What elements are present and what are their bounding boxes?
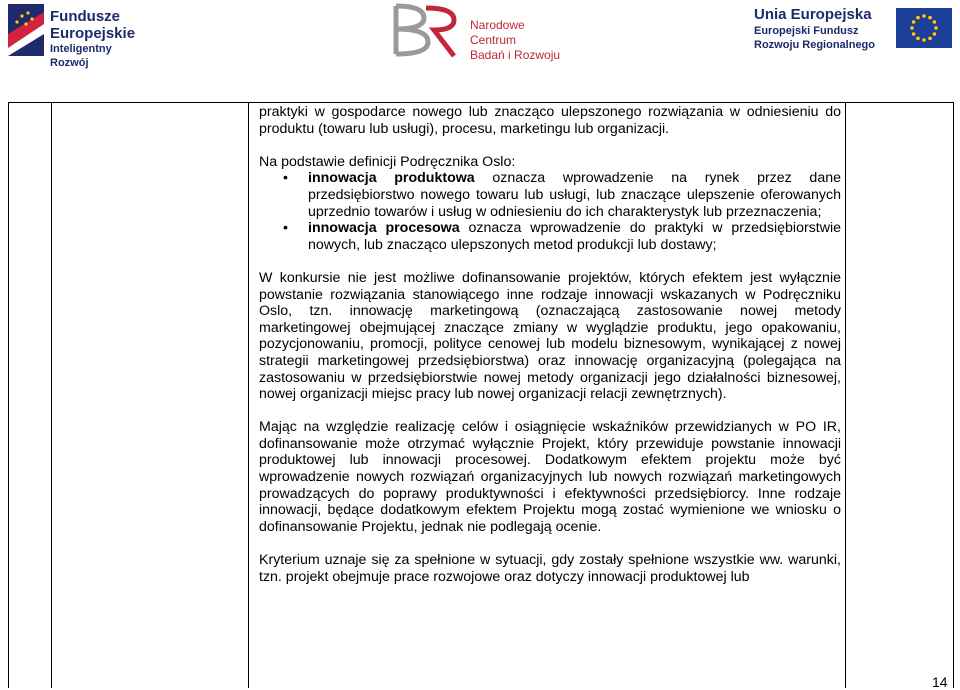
bullet-term: innowacja procesowa: [308, 220, 460, 237]
fe-logo-line3: Inteligentny Rozwój: [50, 43, 112, 69]
fe-logo-line1: Fundusze: [50, 8, 120, 25]
ncbr-logo: [390, 2, 570, 62]
table-column-divider-2: [248, 102, 249, 688]
ue-logo-text: [754, 6, 875, 52]
fe-logo-line2: Europejskie: [50, 25, 136, 42]
paragraph-eligibility: Mając na względzie realizację celów i osiągnięcie wskaźników przewidzianych w PO IR, dofinansowanie może otrzymać wyłącznie Projekt, który przewiduje powstanie innowacji produktowej lub innowacji procesowej. Dodatkowym efektem projektu może być wprowadzenie nowych rozwiązań organizacyjnych lub nowych rozwiązań marketingowych prowadzących do poprawy produktywności i efektywności przedsiębiorcy. Inne rodzaje innowacji, będące dodatkowym efektem Projektu mogą zostać wymienione we wniosku o dofinansowanie Projektu, jednak nie podlegają ocenie.: [259, 419, 841, 535]
ncbr-logo-line1: Narodowe Centrum: [470, 18, 525, 47]
ue-logo-line2: Europejski Fundusz: [754, 25, 859, 37]
bullet-product-innovation: [259, 170, 841, 220]
bullet-icon: •: [283, 220, 288, 237]
table-top-border: [8, 102, 954, 103]
fe-logo-text: [50, 8, 148, 70]
paragraph-criterion-met: Kryterium uznaje się za spełnione w sytuacji, gdy zostały spełnione wszystkie ww. warunki, tzn. projekt obejmuje prace rozwojowe oraz dotyczy innowacji produktowej lub: [259, 552, 841, 585]
ue-logo-line1: Unia Europejska: [754, 6, 872, 23]
bullet-text: oznacza wprowadzenie do praktyki w przedsiębiorstwie nowych, lub znacząco ulepszonych metod produkcji lub dostawy;: [308, 220, 842, 253]
ncbr-mark-icon: [390, 2, 460, 60]
table-border-left: [8, 102, 9, 688]
ncbr-logo-line2: Badań i Rozwoju: [470, 48, 561, 62]
page-header: [0, 0, 960, 69]
bullet-text: oznacza wprowadzenie na rynek przez dane przedsiębiorstwo nowego towaru lub usługi, lub znaczące ulepszenie oferowanych uprzednio towarów i usług w odniesieniu do ich charakterystyk lub przeznaczenia;: [308, 170, 841, 220]
eu-flag-icon: [896, 8, 952, 48]
fundusze-europejskie-logo: [8, 4, 148, 69]
ncbr-logo-text: [470, 18, 570, 63]
paragraph-intro: praktyki w gospodarce nowego lub znacząco ulepszonego rozwiązania w odniesieniu do produktu (towaru lub usługi), procesu, marketingu lub organizacji.: [259, 104, 841, 137]
paragraph-excluded-innovations: W konkursie nie jest możliwe dofinansowanie projektów, których efektem jest wyłącznie powstanie rozwiązania stanowiącego inne rodzaje innowacji wskazanych w Podręczniku Oslo, tzn. innowację marketingową (oznaczającą zastosowanie nowej metody marketingowej obejmującej znaczące zmiany w wyglądzie produktu, jego opakowaniu, pozycjonowaniu, promocji, polityce cenowej lub modelu biznesowym, wynikającej z nowej strategii marketingowej przedsiębiorstwa) oraz innowację organizacyjną (polegająca na zastosowaniu w przedsiębiorstwie nowej metody organizacji jego działalności biznesowej, nowej organizacji miejsc pracy lub nowej organizacji relacji zewnętrznych).: [259, 269, 841, 403]
bullet-icon: •: [283, 170, 288, 187]
bullet-process-innovation: [259, 220, 841, 253]
ue-logo-line3: Rozwoju Regionalnego: [754, 39, 875, 51]
criterion-description: [259, 104, 841, 585]
table-column-divider-1: [51, 102, 52, 688]
bullet-term: innowacja produktowa: [308, 170, 475, 187]
fe-flag-icon: [8, 4, 44, 56]
table-border-right: [953, 102, 954, 688]
paragraph-oslo-definition: Na podstawie definicji Podręcznika Oslo:: [259, 153, 516, 170]
page-number: 14: [932, 674, 948, 690]
unia-europejska-logo: [754, 6, 954, 58]
table-column-divider-3: [845, 102, 846, 688]
